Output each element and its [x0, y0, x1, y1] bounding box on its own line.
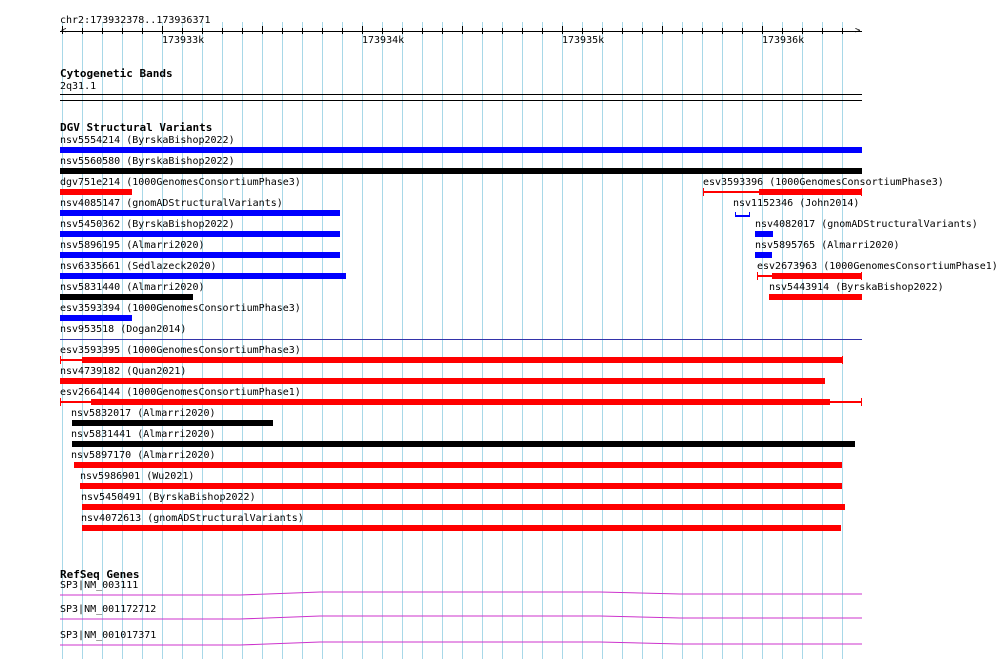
dgv-feature-bar[interactable]	[82, 504, 845, 510]
dgv-feature-bar[interactable]	[91, 399, 830, 405]
dgv-feature-label[interactable]: esv3593394 (1000GenomesConsortiumPhase3)	[60, 303, 301, 314]
dgv-feature-bar[interactable]	[759, 189, 862, 195]
refseq-gene-label[interactable]: SP3|NM_001017371	[60, 630, 157, 641]
dgv-feature-label[interactable]: nsv5986901 (Wu2021)	[80, 471, 195, 482]
dgv-feature-bar[interactable]	[60, 168, 862, 174]
dgv-feature-bar[interactable]	[60, 378, 825, 384]
cytoband-label[interactable]: 2q31.1	[60, 81, 97, 92]
cytoband-ideogram-top	[60, 94, 862, 95]
dgv-feature-label[interactable]: nsv5832017 (Almarri2020)	[71, 408, 216, 419]
dgv-feature-bar[interactable]	[82, 357, 843, 363]
dgv-feature-label[interactable]: nsv5554214 (ByrskaBishop2022)	[60, 135, 235, 146]
dgv-feature-label[interactable]: nsv5560580 (ByrskaBishop2022)	[60, 156, 235, 167]
dgv-feature-label[interactable]: nsv5831440 (Almarri2020)	[60, 282, 205, 293]
refseq-gene-model[interactable]	[60, 590, 862, 598]
ruler-tick-label: 173935k	[562, 35, 605, 46]
dgv-feature-label[interactable]: nsv4085147 (gnomADStructuralVariants)	[60, 198, 283, 209]
dgv-feature-bar[interactable]	[82, 525, 841, 531]
dgv-feature-bar[interactable]	[72, 420, 273, 426]
dgv-feature-cap	[703, 188, 704, 196]
dgv-feature-bar[interactable]	[60, 273, 346, 279]
refseq-gene-intron-line	[60, 592, 862, 595]
dgv-feature-bar[interactable]	[755, 252, 772, 258]
refseq-gene-model[interactable]	[60, 614, 862, 622]
dgv-feature-label[interactable]: nsv6335661 (Sedlazeck2020)	[60, 261, 217, 272]
dgv-feature-cap	[757, 272, 758, 280]
dgv-track-title[interactable]: DGV Structural Variants	[60, 121, 213, 134]
dgv-feature-label[interactable]: nsv953518 (Dogan2014)	[60, 324, 187, 335]
dgv-feature-bar[interactable]	[60, 252, 340, 258]
dgv-feature-label[interactable]: nsv5443914 (ByrskaBishop2022)	[769, 282, 944, 293]
dgv-feature-label[interactable]: nsv5896195 (Almarri2020)	[60, 240, 205, 251]
refseq-gene-intron-line	[60, 642, 862, 645]
dgv-feature-label[interactable]: nsv4739182 (Quan2021)	[60, 366, 187, 377]
dgv-feature-cap	[60, 398, 61, 406]
dgv-feature-label[interactable]: dgv751e214 (1000GenomesConsortiumPhase3)	[60, 177, 301, 188]
dgv-feature-bar[interactable]	[60, 315, 132, 321]
dgv-feature-label[interactable]: esv3593395 (1000GenomesConsortiumPhase3)	[60, 345, 301, 356]
dgv-feature-bar[interactable]	[772, 273, 862, 279]
dgv-feature-label[interactable]: nsv5831441 (Almarri2020)	[71, 429, 216, 440]
ruler-tick-label: 173934k	[362, 35, 405, 46]
dgv-feature-bar[interactable]	[72, 441, 855, 447]
dgv-feature-bar[interactable]	[769, 294, 862, 300]
dgv-feature-label[interactable]: esv2664144 (1000GenomesConsortiumPhase1)	[60, 387, 301, 398]
dgv-feature-bar[interactable]	[755, 231, 773, 237]
ruler-tick-label: 173933k	[162, 35, 205, 46]
refseq-track-title[interactable]: RefSeq Genes	[60, 568, 140, 581]
location-label: chr2:173932378..173936371	[60, 15, 211, 26]
dgv-feature-bar[interactable]	[60, 147, 862, 153]
dgv-feature-label[interactable]: nsv4082017 (gnomADStructuralVariants)	[755, 219, 978, 230]
refseq-gene-model[interactable]	[60, 640, 862, 648]
dgv-feature-bar[interactable]	[74, 462, 842, 468]
dgv-feature-cap	[861, 398, 862, 406]
ruler-left-arrow-icon: <	[61, 26, 67, 36]
dgv-feature-label[interactable]: esv2673963 (1000GenomesConsortiumPhase1)	[757, 261, 998, 272]
dgv-feature-cap	[735, 212, 736, 216]
cytoband-ideogram-bottom	[60, 100, 862, 101]
dgv-feature-bar[interactable]	[60, 231, 340, 237]
refseq-gene-intron-line	[60, 616, 862, 619]
ruler-right-arrow-icon: >	[855, 26, 861, 36]
cytoband-track-title[interactable]: Cytogenetic Bands	[60, 67, 173, 80]
dgv-feature-cap	[749, 212, 750, 216]
dgv-feature-bar[interactable]	[60, 294, 193, 300]
refseq-gene-label[interactable]: SP3|NM_001172712	[60, 604, 157, 615]
dgv-feature-bar[interactable]	[80, 483, 842, 489]
dgv-feature-bar[interactable]	[60, 210, 340, 216]
dgv-feature-label[interactable]: nsv1152346 (John2014)	[733, 198, 860, 209]
dgv-feature-cap	[60, 356, 61, 364]
dgv-feature-label[interactable]: esv3593396 (1000GenomesConsortiumPhase3)	[703, 177, 944, 188]
dgv-feature-label[interactable]: nsv5450362 (ByrskaBishop2022)	[60, 219, 235, 230]
ruler-tick-label: 173936k	[762, 35, 805, 46]
ruler-line	[60, 31, 862, 32]
dgv-feature-bar[interactable]	[60, 189, 132, 195]
refseq-gene-label[interactable]: SP3|NM_003111	[60, 580, 139, 591]
dgv-feature-label[interactable]: nsv4072613 (gnomADStructuralVariants)	[81, 513, 304, 524]
dgv-feature-label[interactable]: nsv5897170 (Almarri2020)	[71, 450, 216, 461]
dgv-subtrack-divider	[60, 339, 862, 340]
dgv-feature-connector[interactable]	[735, 215, 750, 217]
dgv-feature-label[interactable]: nsv5450491 (ByrskaBishop2022)	[81, 492, 256, 503]
dgv-feature-label[interactable]: nsv5895765 (Almarri2020)	[755, 240, 900, 251]
